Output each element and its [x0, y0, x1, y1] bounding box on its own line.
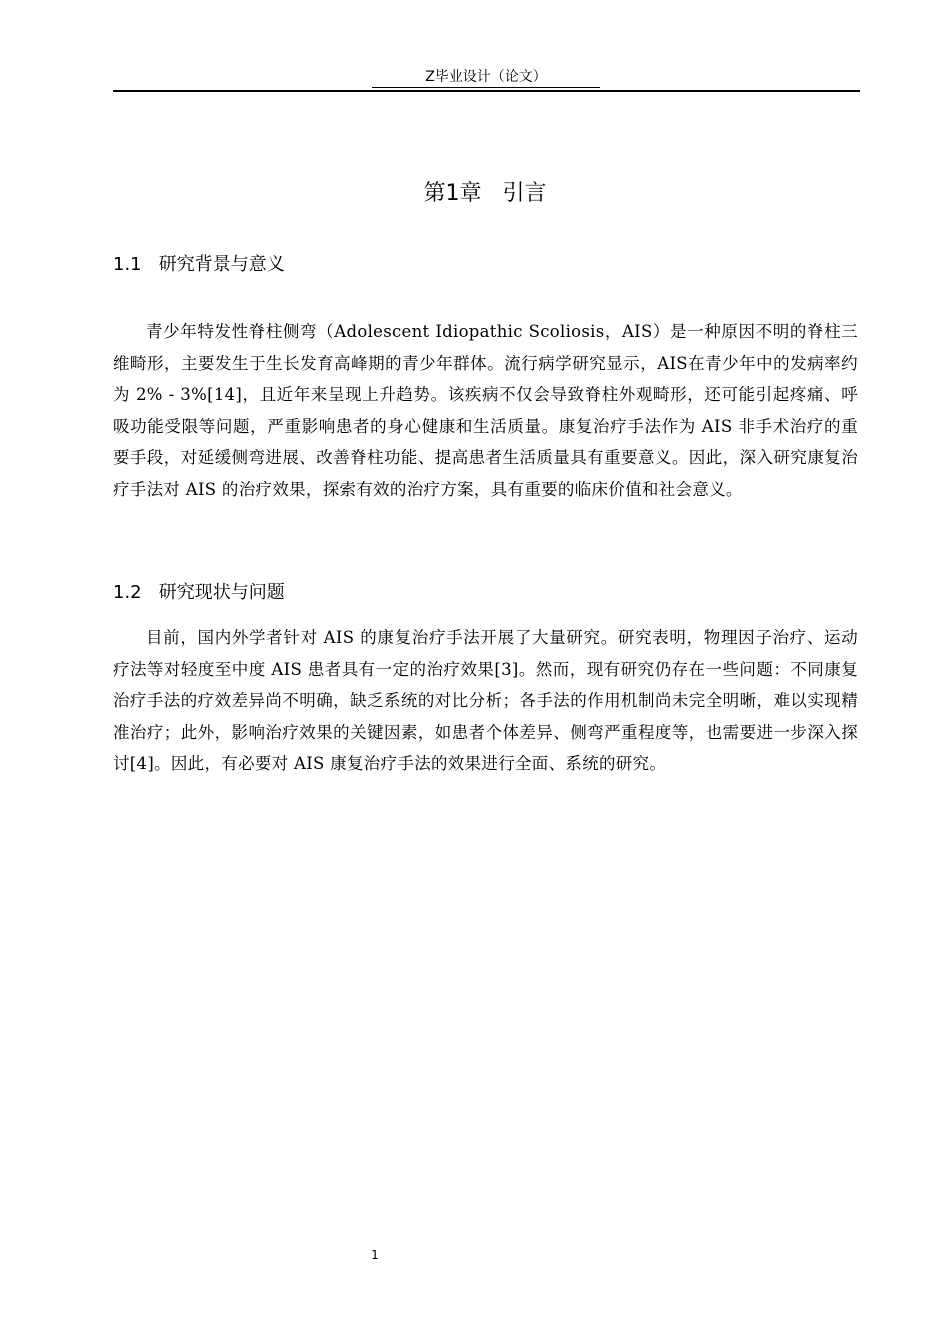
section-heading-1-1: 1.1 研究背景与意义	[113, 254, 285, 275]
section-1-1-paragraph: 青少年特发性脊柱侧弯（Adolescent Idiopathic Scoliosis，AIS）是一种原因不明的脊柱三维畸形，主要发生于生长发育高峰期的青少年群体。流行病学研究显示，AIS在青少年中的发病率约为 2% - 3%[14]，且近年来呈现上升趋势。该疾病不仅会导致脊柱外观畸形，还可能引起疼痛、呼吸功能受限等问题，严重影响患者的身心健康和生活质量。康复治疗手法作为 AIS 非手术治疗的重要手段，对延缓侧弯进展、改善脊柱功能、提高患者生活质量具有重要意义。因此，深入研究康复治疗手法对 AIS 的治疗效果，探索有效的治疗方案，具有重要的临床价值和社会意义。	[113, 322, 858, 499]
section-heading-1-2: 1.2 研究现状与问题	[113, 582, 285, 603]
page-number: 1	[371, 1248, 379, 1262]
chapter-title: 第1章 引言	[423, 181, 547, 206]
running-header-title: Z毕业设计（论文）	[372, 68, 600, 88]
section-1-2-paragraph: 目前，国内外学者针对 AIS 的康复治疗手法开展了大量研究。研究表明，物理因子治疗、运动疗法等对轻度至中度 AIS 患者具有一定的治疗效果[3]。然而，现有研究仍存在一些问题：不同康复治疗手法的疗效差异尚不明确，缺乏系统的对比分析；各手法的作用机制尚未完全明晰，难以实现精准治疗；此外，影响治疗效果的关键因素，如患者个体差异、侧弯严重程度等，也需要进一步深入探讨[4]。因此，有必要对 AIS 康复治疗手法的效果进行全面、系统的研究。	[113, 628, 858, 773]
header-rule	[113, 90, 860, 92]
